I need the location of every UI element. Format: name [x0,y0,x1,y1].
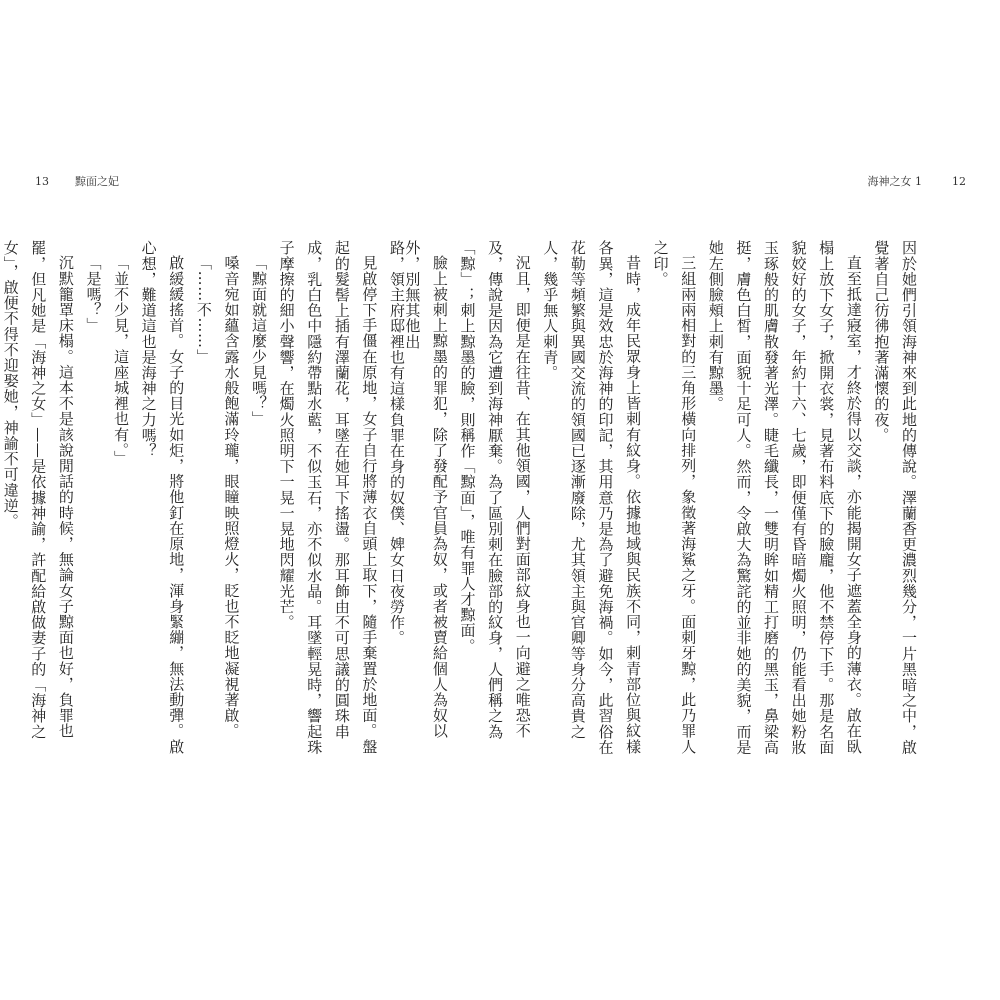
paragraph: 見啟停下手僵在原地，女子自行將薄衣自頭上取下，隨手棄置於地面。盤起的髮髻上插有澤蘭花，耳墜在她耳下搖盪。那耳飾由不可思議的圓珠串成，乳白色中隱約帶點水藍，不似玉石，亦不似水晶。耳墜輕晃時，響起珠子摩擦的細小聲響，在燭火照明下一晃一晃地閃耀光芒。 [277,240,379,755]
paragraph: 況且，即便是在往昔、在其他領國，人們對面部紋身也一向避之唯恐不及，傳說是因為它遭到海神厭棄。為了區別刺在臉部的紋身，人們稱之為「黥」；刺上黥墨的臉，則稱作「黥面」，唯有罪人才黥面。 [458,240,532,740]
paragraph: 臉上被刺上黥墨的罪犯，除了發配予官員為奴，或者被賣給個人為奴以外，別無其他出 [403,240,449,739]
right-page-number: 12 [952,175,966,188]
paragraph: 「……不……」 [194,255,213,365]
left-running-title: 黥面之妃 [75,175,119,188]
left-page-number: 13 [35,175,49,188]
paragraph: 嗓音宛如蘊含露水般飽滿玲瓏，眼瞳映照燈火，眨也不眨地凝視著啟。 [222,255,241,739]
right-page-text [403,240,922,760]
paragraph: 沉默籠罩床榻。這本不是該說閒話的時候，無論女子黥面也好，負罪也罷，但凡她是「海神之女」——是依據神諭，許配給啟做妻子的「海神之女」，啟便不得不迎娶她，神諭不可違逆。 [1,240,75,740]
paragraph: 昔時，成年民眾身上皆刺有紋身。依據地域與民族不同，刺青部位與紋樣各異，這是效忠於海神的印記，其用意乃是為了避免海禍。如今，此習俗在花勒等頻繁與異國交流的領國已逐漸廢除，尤其領主與官卿等身分高貴之人，幾乎無人刺青。 [541,240,643,755]
paragraph: 直至抵達寢室，才終於得以交談，亦能揭開女子遮蓋全身的薄衣。啟在臥榻上放下女子，掀開衣裳，見著布料底下的臉龐，他不禁停下手。那是名面貌姣好的女子，年約十六、七歲，即便僅有昏暗燭火照明，仍能看出她粉妝玉琢般的肌膚散發著光澤。睫毛纖長，一雙明眸如精工打磨的黑玉，鼻梁高挺，膚色白皙，面貌十足可人。然而，令啟大為驚詫的並非她的美貌，而是她左側臉頰上刺有黥墨。 [706,240,863,755]
paragraph: 三組兩兩相對的三角形橫向排列，象徵著海鯊之牙。面刺牙黥，此乃罪人之印。 [651,240,698,755]
paragraph: 因於她們引領海神來到此地的傳說。澤蘭香更濃烈幾分，一片黑暗之中，啟覺著自己彷彿抱著滿懷的夜。 [872,240,918,755]
paragraph: 路，領主府邸裡也有這樣負罪在身的奴僕、婢女日夜勞作。 [388,240,406,646]
left-page-text [1,240,410,760]
left-page-header [35,175,119,189]
right-running-title: 海神之女 1 [867,175,922,188]
paragraph: 啟緩緩搖首。女子的目光如炬，將他釘在原地，渾身緊繃，無法動彈。啟心想，難道這也是海神之力嗎？ [139,240,186,755]
paragraph: 「是嗎？」 [84,255,103,333]
right-page-header [868,175,967,189]
paragraph: 「並不少見，這座城裡也有。」 [112,255,131,466]
paragraph: 「黥面就這麼少見嗎？」 [250,255,269,427]
